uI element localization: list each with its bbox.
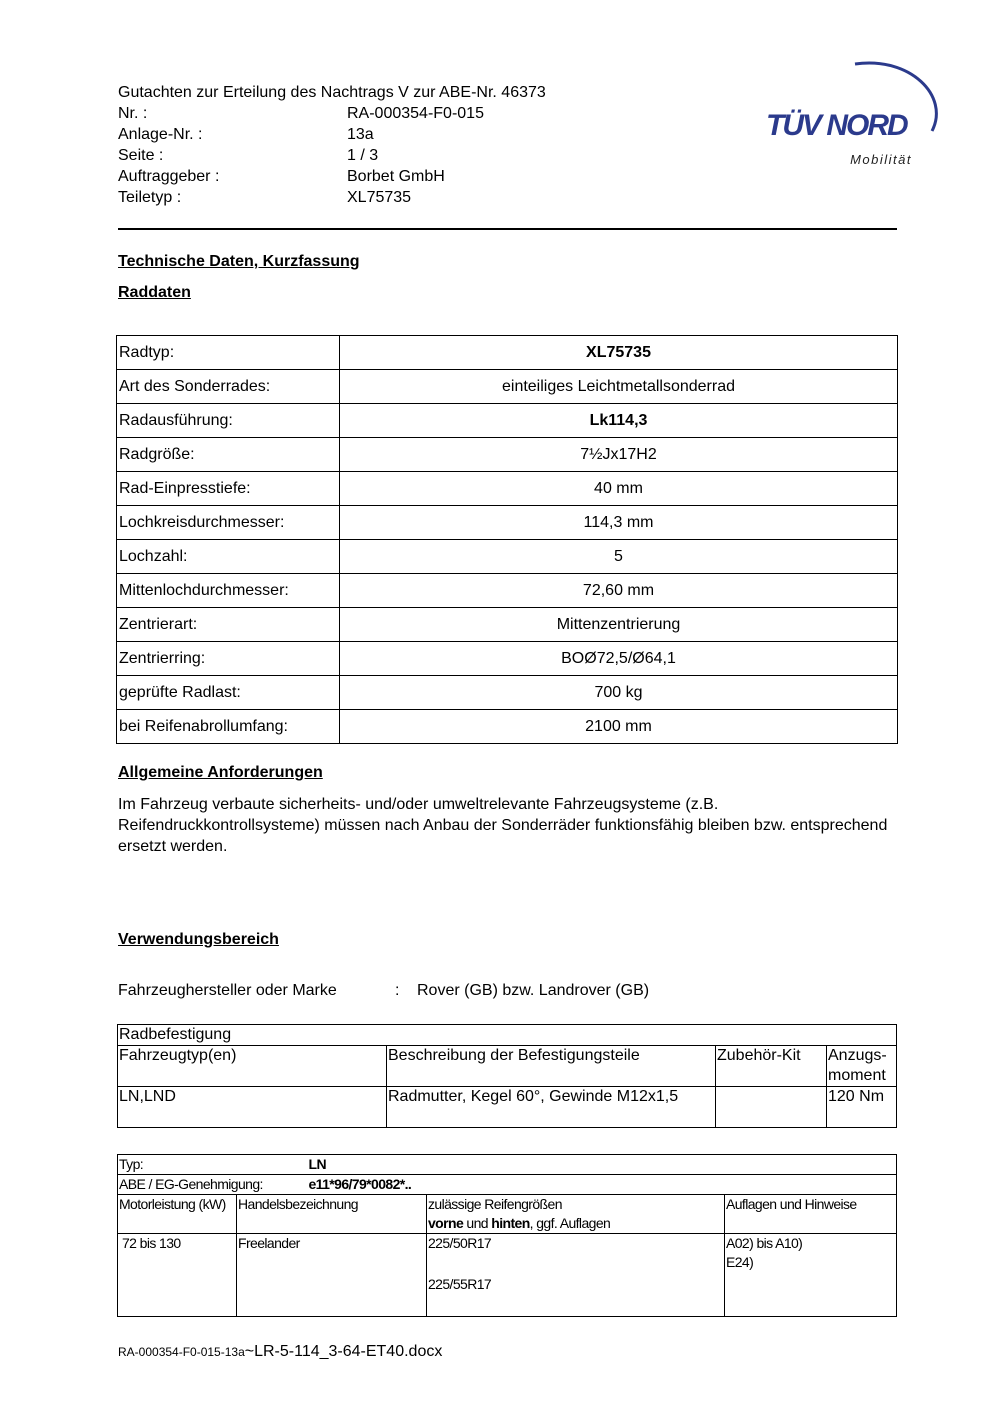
table-row	[117, 642, 898, 676]
section-heading-verwendung: Verwendungsbereich	[118, 931, 279, 948]
hersteller-value: Rover (GB) bzw. Landrover (GB)	[417, 982, 650, 999]
hersteller-line	[118, 982, 649, 1000]
header-label: Teiletyp :	[118, 189, 182, 206]
wheel-label: Radausführung:	[117, 404, 340, 438]
table-row	[118, 1155, 897, 1175]
wheel-label: Radgröße:	[117, 438, 340, 472]
wheel-value: 700 kg	[340, 676, 898, 710]
typ-header-rest: , ggf. Auflagen	[529, 1215, 611, 1231]
tuev-nord-logo	[760, 56, 945, 171]
mount-title: Radbefestigung	[118, 1025, 897, 1046]
header-value: Borbet GmbH	[347, 168, 445, 185]
table-row	[117, 608, 898, 642]
typ-value	[308, 1155, 897, 1175]
mount-cell-beschreibung: Radmutter, Kegel 60°, Gewinde M12x1,5	[387, 1087, 716, 1128]
wheel-label: Radtyp:	[117, 336, 340, 370]
wheel-value: 72,60 mm	[340, 574, 898, 608]
header-row-anlage	[118, 124, 546, 145]
header-label: Seite :	[118, 147, 164, 164]
wheel-label: Zentrierring:	[117, 642, 340, 676]
typ-label-text: Typ:	[119, 1156, 144, 1172]
typ-header-und: und	[463, 1215, 492, 1231]
mount-cell-fahrzeugtyp: LN,LND	[118, 1087, 387, 1128]
reifen-size: 225/55R17	[428, 1276, 492, 1292]
wheel-value: 40 mm	[340, 472, 898, 506]
typ-cell-handel: Freelander	[237, 1234, 427, 1317]
table-row	[117, 676, 898, 710]
table-row	[117, 404, 898, 438]
table-row	[117, 336, 898, 370]
table-row	[117, 506, 898, 540]
typ-cell-auflagen	[725, 1234, 897, 1317]
hersteller-colon: :	[395, 982, 400, 999]
footer-main: ~LR-5-114_3-64-ET40.docx	[244, 1343, 443, 1360]
typ-header-auflagen: Auflagen und Hinweise	[725, 1195, 897, 1234]
table-row	[117, 438, 898, 472]
table-row	[117, 710, 898, 744]
allgemeine-paragraph: Im Fahrzeug verbaute sicherheits- und/oder umweltrelevante Fahrzeugsysteme (z.B. Reifendruckkontrollsysteme) müssen nach Anbau der Sonderräder funktionsfähig bleiben bzw. entsprechend ersetzt werden.	[118, 796, 888, 855]
wheel-value: 2100 mm	[340, 710, 898, 744]
table-row	[118, 1234, 897, 1317]
header-value: XL75735	[347, 189, 412, 206]
wheel-label: bei Reifenabrollumfang:	[117, 710, 340, 744]
mount-header-beschreibung: Beschreibung der Befestigungsteile	[387, 1046, 716, 1087]
mount-header-fahrzeugtyp: Fahrzeugtyp(en)	[118, 1046, 387, 1087]
table-row	[118, 1195, 897, 1234]
typ-header-hinten: hinten	[491, 1215, 530, 1231]
table-row	[117, 370, 898, 404]
footer-filename	[118, 1343, 442, 1361]
header-row-nr	[118, 103, 546, 124]
report-title: Gutachten zur Erteilung des Nachtrags V zur ABE-Nr. 46373	[118, 84, 546, 101]
header-value: RA-000354-F0-015	[347, 105, 484, 122]
mount-cell-kit	[716, 1087, 827, 1128]
auflage-entry: A02) bis A10)	[726, 1235, 803, 1251]
abe-value	[308, 1175, 897, 1195]
header-divider	[118, 228, 897, 230]
typ-cell-motor: 72 bis 130	[118, 1234, 237, 1317]
wheel-value: Lk114,3	[340, 404, 898, 438]
wheel-label: Lochkreisdurchmesser:	[117, 506, 340, 540]
hersteller-label: Fahrzeughersteller oder Marke	[118, 982, 337, 999]
table-row	[117, 472, 898, 506]
section-heading-raddaten: Raddaten	[118, 284, 191, 301]
mount-header-kit: Zubehör-Kit	[716, 1046, 827, 1087]
typ-header-reifen	[427, 1195, 725, 1234]
table-row	[118, 1025, 897, 1046]
header-row-teiletyp	[118, 187, 546, 208]
radbefestigung-table	[117, 1024, 897, 1128]
reifen-size: 225/50R17	[428, 1235, 492, 1251]
wheel-value: BOØ72,5/Ø64,1	[340, 642, 898, 676]
wheel-label: Art des Sonderrades:	[117, 370, 340, 404]
wheel-label: Zentrierart:	[117, 608, 340, 642]
wheel-value: Mittenzentrierung	[340, 608, 898, 642]
typ-header-motor: Motorleistung (kW)	[118, 1195, 237, 1234]
mount-header-moment: Anzugs-moment	[827, 1046, 897, 1087]
wheel-data-table	[116, 335, 898, 744]
table-row	[117, 574, 898, 608]
typ-header-reifen-line1: zulässige Reifengrößen	[428, 1196, 562, 1212]
wheel-value: XL75735	[340, 336, 898, 370]
section-heading-technische-daten: Technische Daten, Kurzfassung	[118, 253, 360, 270]
table-row	[118, 1046, 897, 1087]
fahrzeugtyp-table	[117, 1154, 897, 1317]
abe-value-text: e11*96/79*0082*..	[308, 1176, 412, 1192]
typ-cell-reifen	[427, 1234, 725, 1317]
typ-label	[118, 1155, 427, 1175]
wheel-value: 5	[340, 540, 898, 574]
wheel-value: 114,3 mm	[340, 506, 898, 540]
header-label: Nr. :	[118, 105, 148, 122]
wheel-value: 7½Jx17H2	[340, 438, 898, 472]
logo-sub: Mobilität	[850, 152, 912, 167]
abe-label-text: ABE / EG-Genehmigung:	[119, 1176, 263, 1192]
header-value: 13a	[347, 126, 374, 143]
table-row	[118, 1175, 897, 1195]
document-header	[118, 82, 546, 208]
footer-small: RA-000354-F0-015-13a	[118, 1345, 245, 1359]
wheel-label: Rad-Einpresstiefe:	[117, 472, 340, 506]
wheel-value: einteiliges Leichtmetallsonderrad	[340, 370, 898, 404]
table-row	[117, 540, 898, 574]
typ-header-handel: Handelsbezeichnung	[237, 1195, 427, 1234]
header-row-auftraggeber	[118, 166, 546, 187]
table-row	[118, 1087, 897, 1128]
header-row-seite	[118, 145, 546, 166]
mount-cell-moment: 120 Nm	[827, 1087, 897, 1128]
header-label: Auftraggeber :	[118, 168, 220, 185]
wheel-label: geprüfte Radlast:	[117, 676, 340, 710]
auflage-entry: E24)	[726, 1254, 754, 1270]
logo-brand: TÜV NORD	[766, 109, 907, 142]
header-label: Anlage-Nr. :	[118, 126, 203, 143]
section-heading-allgemeine: Allgemeine Anforderungen	[118, 764, 323, 781]
wheel-label: Mittenlochdurchmesser:	[117, 574, 340, 608]
typ-value-text: LN	[308, 1156, 326, 1172]
typ-header-vorne: vorne	[428, 1215, 464, 1231]
header-value: 1 / 3	[347, 147, 379, 164]
wheel-label: Lochzahl:	[117, 540, 340, 574]
